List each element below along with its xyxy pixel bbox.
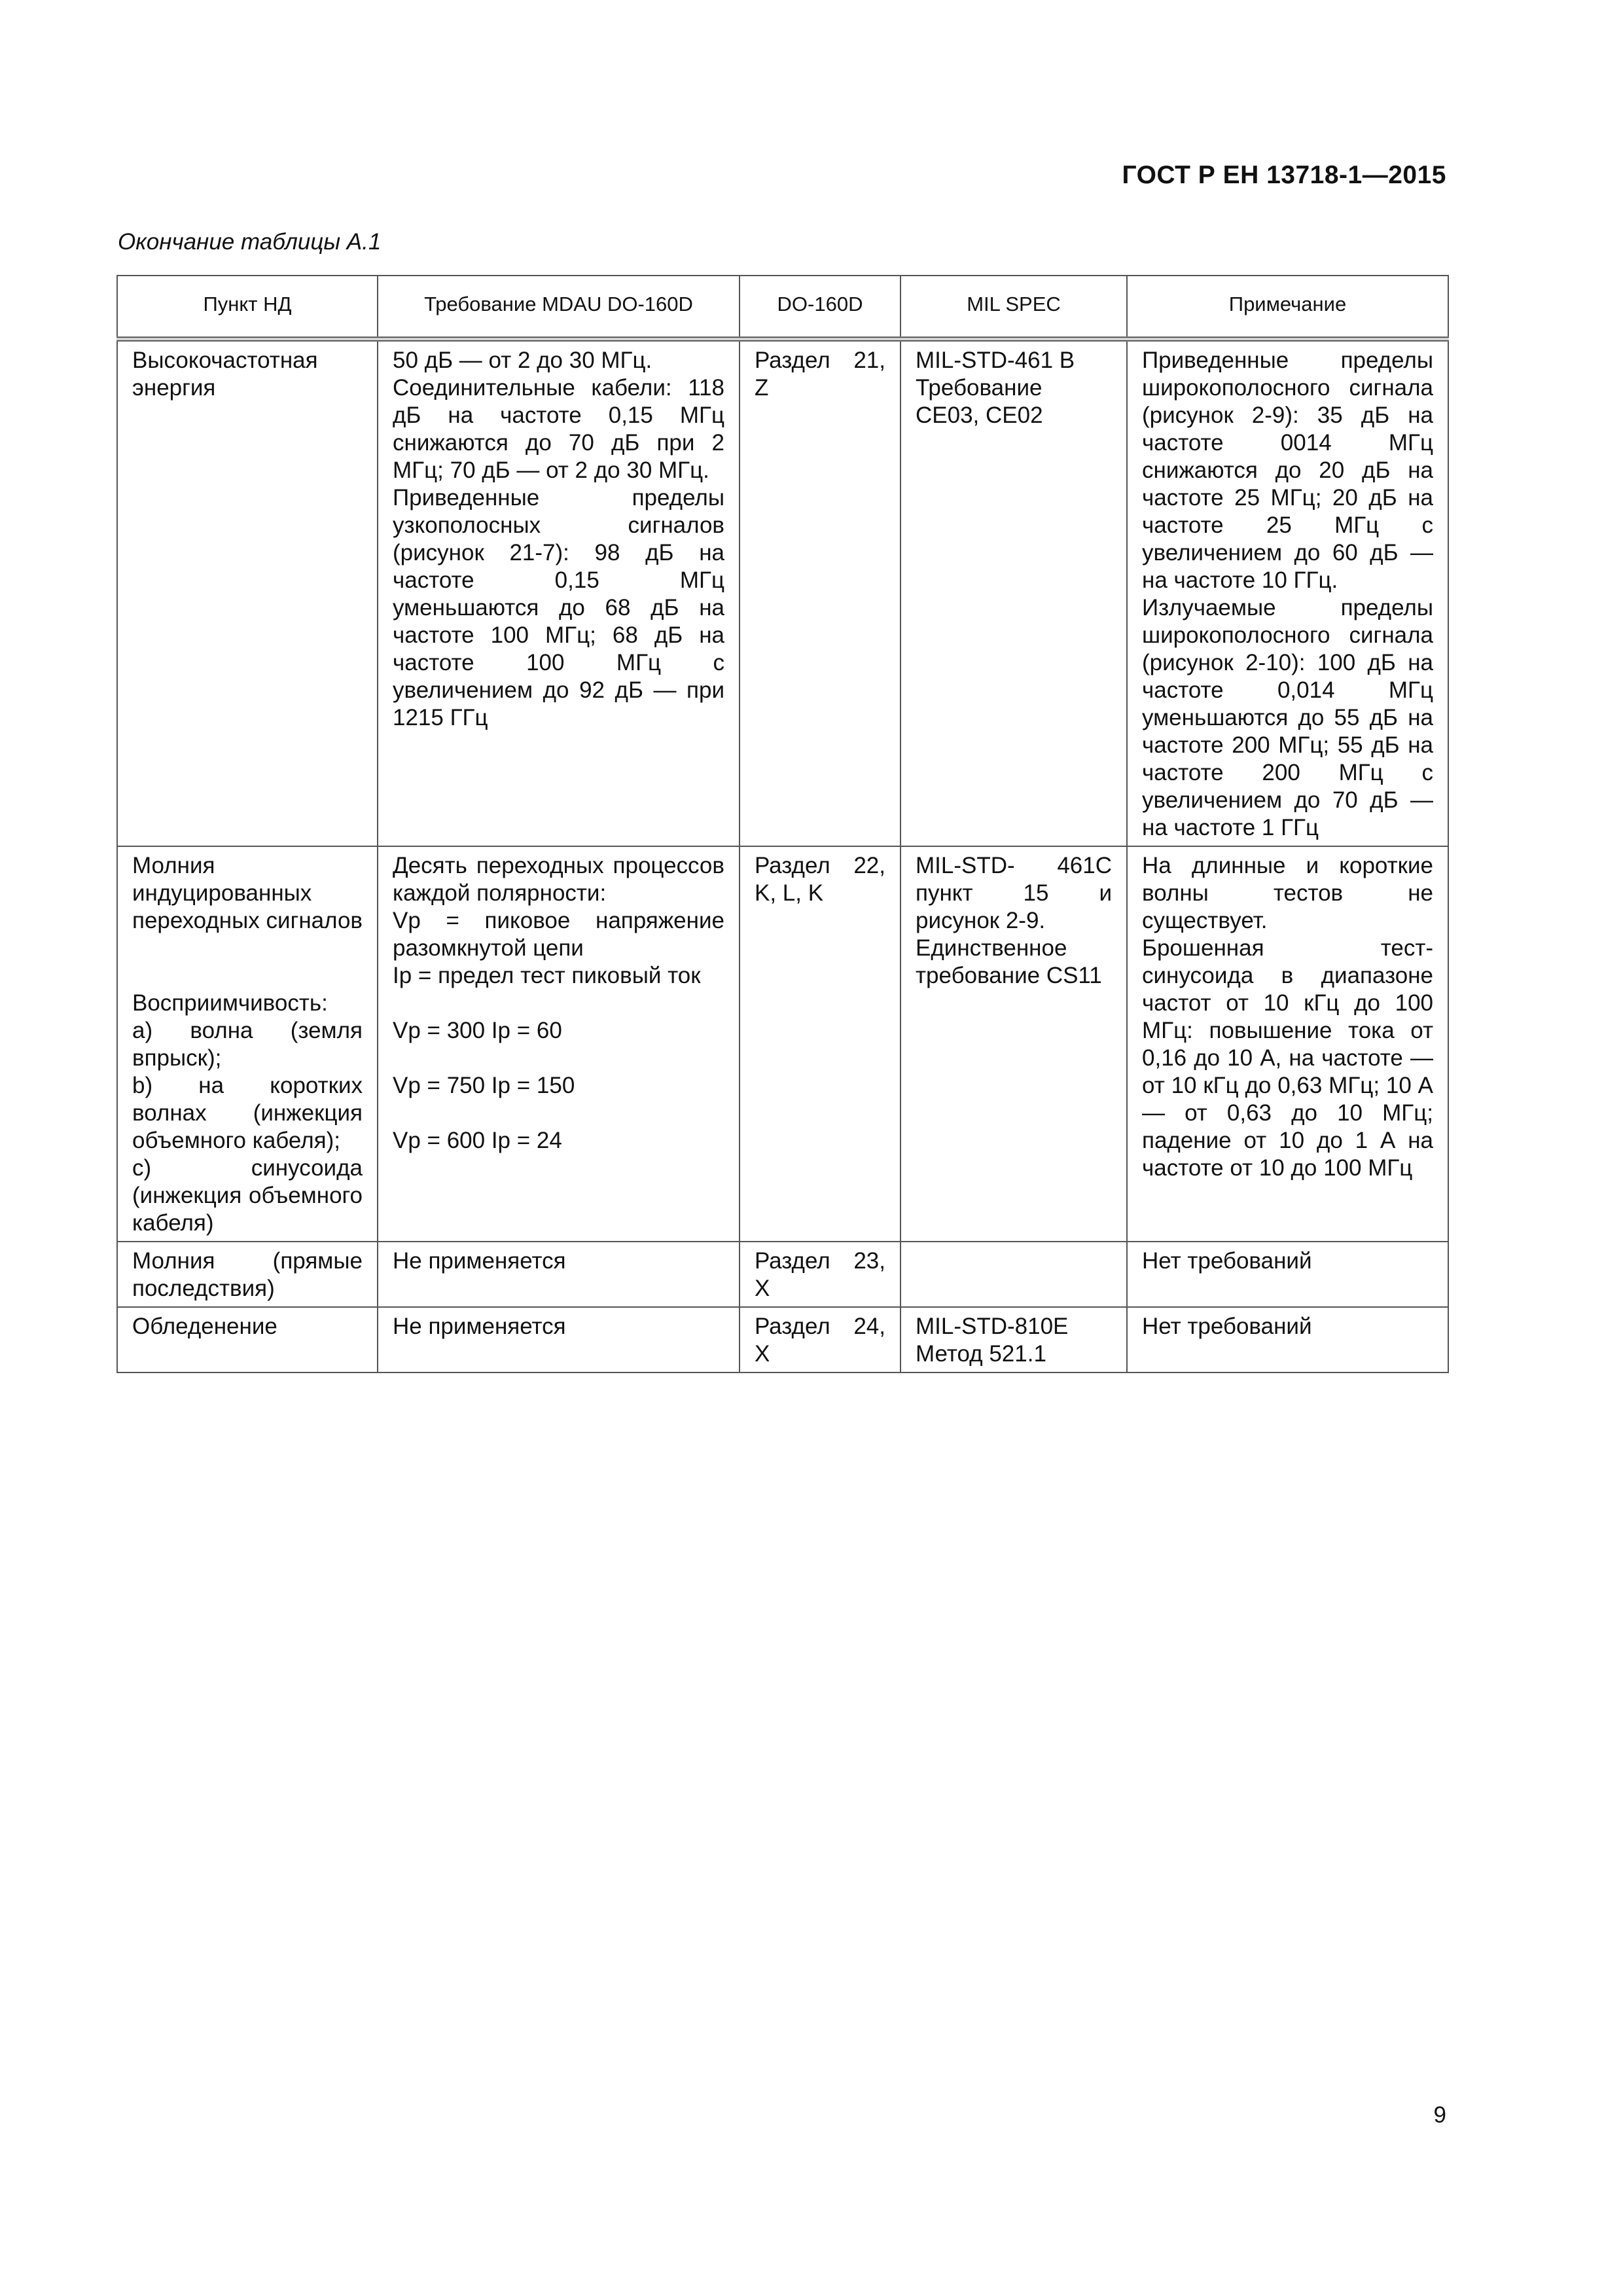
table-row (117, 1242, 1448, 1307)
cell-do160d (740, 1307, 901, 1372)
requirement-line: Ip = предел тест пиковый ток (393, 963, 701, 988)
do160d-text: Раздел 22, K, L, K (755, 853, 885, 906)
table-row (117, 339, 1448, 846)
cell-note (1127, 339, 1448, 846)
spacer (132, 935, 363, 990)
milspec-line: Требование (916, 375, 1043, 401)
cell-do160d (740, 339, 901, 846)
requirement-value: Vp = 300 Ip = 60 (393, 1018, 562, 1043)
cell-requirement (378, 1307, 740, 1372)
column-header-requirement: Требование MDAU DO-160D (378, 276, 740, 339)
item-sub-line: с) синусоида (инжекция объемного кабеля) (132, 1155, 363, 1236)
note-text: Нет требований (1142, 1248, 1312, 1274)
note-line: На длинные и короткие волны тестов не существует. (1142, 853, 1433, 933)
column-header-note: Примечание (1127, 276, 1448, 339)
do160d-text: Раздел 23, X (755, 1248, 885, 1301)
milspec-line: CE03, CE02 (916, 403, 1043, 428)
table-row (117, 846, 1448, 1242)
requirement-text: Не применяется (393, 1248, 566, 1274)
cell-note (1127, 1242, 1448, 1307)
page-number: 9 (1433, 2102, 1446, 2128)
do160d-text: Раздел 24, X (755, 1314, 885, 1367)
requirement-text: Не применяется (393, 1314, 566, 1339)
milspec-line: Единственное требование CS11 (916, 935, 1102, 988)
milspec-line: MIL-STD- 461C пункт 15 и рисунок 2-9. (916, 853, 1112, 933)
cell-note (1127, 846, 1448, 1242)
item-text: Высокочастотная энергия (132, 348, 318, 401)
milspec-line: MIL-STD-810E (916, 1314, 1069, 1339)
cell-note (1127, 1307, 1448, 1372)
table-header-row (117, 276, 1448, 339)
milspec-line: MIL-STD-461 B (916, 348, 1075, 373)
requirement-line: Vp = пиковое напряжение разомкнутой цепи (393, 908, 724, 961)
item-sub-line: Восприимчивость: (132, 990, 328, 1016)
do160d-text: Раздел 21, Z (755, 348, 885, 401)
cell-do160d (740, 846, 901, 1242)
cell-item (117, 1307, 378, 1372)
cell-requirement (378, 1242, 740, 1307)
cell-do160d (740, 1242, 901, 1307)
requirement-line: Десять переходных процессов каждой полярности: (393, 853, 724, 906)
note-line: Приведенные пределы широкополосного сигнала (рисунок 2-9): 35 дБ на частоте 0014 МГц снижаются до 20 дБ на частоте 25 МГц; 20 дБ на частоте 25 МГц с увеличением до 60 дБ — на частоте 10 ГГц. (1142, 348, 1433, 593)
document-code: ГОСТ Р ЕН 13718-1—2015 (1122, 161, 1446, 189)
milspec-line: Метод 521.1 (916, 1341, 1046, 1367)
item-text: Молния индуцированных переходных сигналов (132, 853, 363, 933)
column-header-milspec: MIL SPEC (901, 276, 1127, 339)
column-header-item: Пункт НД (117, 276, 378, 339)
cell-item (117, 339, 378, 846)
cell-milspec (901, 1242, 1127, 1307)
requirement-value: Vp = 600 Ip = 24 (393, 1128, 562, 1153)
item-sub-line: а) волна (земля впрыск); (132, 1018, 363, 1071)
spacer (393, 1100, 724, 1127)
table-row (117, 1307, 1448, 1372)
note-line: Брошенная тест-синусоида в диапазоне частот от 10 кГц до 100 МГц: повышение тока от 0,16 до 10 А, на частоте — от 10 кГц до 0,63 МГц; 10 А — от 0,63 до 10 МГц; падение от 10 до 1 А на частоте от 10 до 100 МГц (1142, 935, 1433, 1181)
cell-milspec (901, 1307, 1127, 1372)
column-header-do160d: DO-160D (740, 276, 901, 339)
cell-item (117, 1242, 378, 1307)
note-text: Нет требований (1142, 1314, 1312, 1339)
requirement-line: Соединительные кабели: 118 дБ на частоте 0,15 МГц снижаются до 70 дБ при 2 МГц; 70 дБ — от 2 до 30 МГц. (393, 375, 724, 483)
requirements-table (116, 275, 1449, 1373)
spacer (393, 990, 724, 1017)
spacer (393, 1045, 724, 1072)
cell-requirement (378, 846, 740, 1242)
item-text: Молния (прямые последствия) (132, 1248, 363, 1301)
requirement-line: Приведенные пределы узкополосных сигналов (рисунок 21-7): 98 дБ на частоте 0,15 МГц уменьшаются до 68 дБ на частоте 100 МГц; 68 дБ на частоте 100 МГц с увеличением до 92 дБ — при 1215 ГГц (393, 485, 724, 730)
item-sub-line: b) на коротких волнах (инжекция объемного кабеля); (132, 1073, 363, 1153)
requirement-line: 50 дБ — от 2 до 30 МГц. (393, 348, 652, 373)
cell-milspec (901, 339, 1127, 846)
cell-milspec (901, 846, 1127, 1242)
note-line: Излучаемые пределы широкополосного сигнала (рисунок 2-10): 100 дБ на частоте 0,014 МГц уменьшаются до 55 дБ на частоте 200 МГц; 55 дБ на частоте 200 МГц с увеличением до 70 дБ — на частоте 1 ГГц (1142, 595, 1433, 840)
cell-item (117, 846, 378, 1242)
cell-requirement (378, 339, 740, 846)
item-text: Обледенение (132, 1314, 277, 1339)
table-caption: Окончание таблицы А.1 (118, 229, 382, 255)
requirement-value: Vp = 750 Ip = 150 (393, 1073, 575, 1098)
